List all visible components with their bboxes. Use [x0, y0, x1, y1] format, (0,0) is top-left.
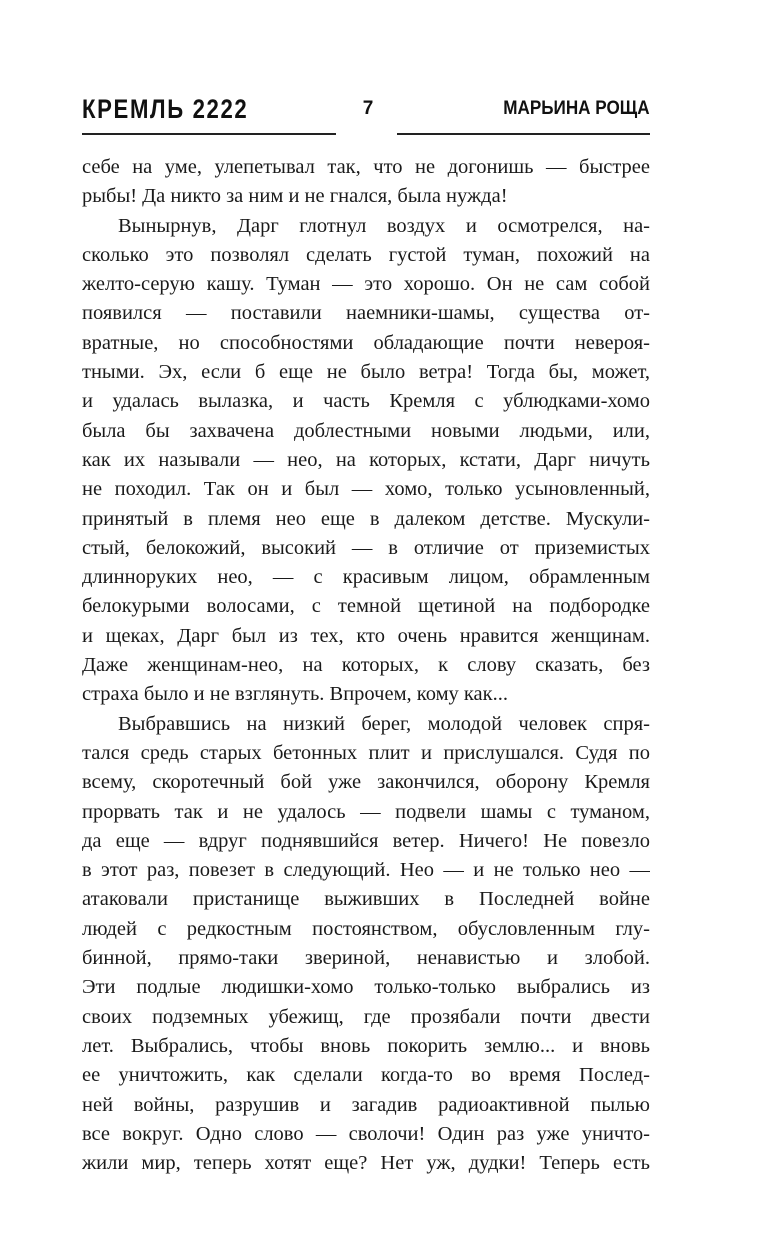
text-line: вратные, но способностями обладающие почти невероя-: [82, 331, 650, 354]
page-number: 7: [362, 98, 374, 119]
text-line: желто-серую кашу. Туман — это хорошо. Он не сам собой: [82, 273, 650, 296]
text-line: людей с редкостным постоянством, обусловленным глу-: [82, 917, 650, 940]
text-line: жили мир, теперь хотят еще? Нет уж, дудки! Теперь есть: [82, 1152, 650, 1175]
text-line: и удалась вылазка, и часть Кремля с ублюдками-хомо: [82, 390, 650, 413]
text-line: принятый в племя нео еще в далеком детстве. Мускули-: [82, 507, 650, 530]
text-line: длинноруких нео, — с красивым лицом, обрамленным: [82, 566, 650, 589]
text-line: атаковали пристанище выживших в Последней войне: [82, 888, 650, 911]
text-line: и щеках, Дарг был из тех, кто очень нравится женщинам.: [82, 624, 650, 647]
header-rule-right: [397, 133, 650, 135]
text-line: страха было и не взглянуть. Впрочем, кому как...: [82, 683, 508, 706]
text-line: стый, белокожий, высокий — в отличие от приземистых: [82, 536, 650, 559]
text-line: тными. Эх, если б еще не было ветра! Тогда бы, может,: [82, 361, 650, 384]
text-line: как их называли — нео, на которых, кстати, Дарг ничуть: [82, 448, 650, 471]
header-rule-left: [82, 133, 336, 135]
text-line: тался средь старых бетонных плит и прислушался. Судя по: [82, 741, 650, 764]
text-line: бинной, прямо-таки звериной, ненавистью и злобой.: [82, 947, 650, 970]
series-title: КРЕМЛЬ 2222: [82, 94, 249, 124]
chapter-title: МАРЬИНА РОЩА: [503, 98, 650, 119]
text-line: была бы захвачена доблестными новыми людьми, или,: [82, 419, 650, 442]
text-line: все вокруг. Одно слово — сволочи! Один раз уже уничто-: [82, 1122, 650, 1145]
text-line: Вынырнув, Дарг глотнул воздух и осмотрелся, на-: [118, 214, 650, 237]
text-line: всему, скоротечный бой уже закончился, оборону Кремля: [82, 771, 650, 794]
text-line: Даже женщинам-нео, на которых, к слову сказать, без: [82, 654, 650, 677]
text-line: сколько это позволял сделать густой туман, похожий на: [82, 243, 650, 266]
text-line: Выбравшись на низкий берег, молодой человек спря-: [118, 712, 650, 735]
text-line: своих подземных убежищ, где прозябали почти двести: [82, 1005, 650, 1028]
text-line: да еще — вдруг поднявшийся ветер. Ничего! Не повезло: [82, 829, 650, 852]
text-line: Эти подлые людишки-хомо только-только выбрались из: [82, 976, 650, 999]
text-line: в этот раз, повезет в следующий. Нео — и не только нео —: [82, 859, 650, 882]
running-header: [82, 88, 650, 138]
body-text: [82, 153, 650, 1178]
text-line: ее уничтожить, как сделали когда-то во время Послед-: [82, 1064, 650, 1087]
text-line: рыбы! Да никто за ним и не гнался, была нужда!: [82, 185, 508, 208]
text-line: прорвать так и не удалось — подвели шамы с туманом,: [82, 800, 650, 823]
text-line: лет. Выбрались, чтобы вновь покорить землю... и вновь: [82, 1034, 650, 1057]
text-line: себе на уме, улепетывал так, что не догонишь — быстрее: [82, 156, 650, 178]
text-line: появился — поставили наемники-шамы, существа от-: [82, 302, 650, 325]
text-line: белокурыми волосами, с темной щетиной на подбородке: [82, 595, 650, 618]
text-line: не походил. Так он и был — хомо, только усыновленный,: [82, 478, 650, 501]
text-line: ней войны, разрушив и загадив радиоактивной пылью: [82, 1093, 650, 1116]
